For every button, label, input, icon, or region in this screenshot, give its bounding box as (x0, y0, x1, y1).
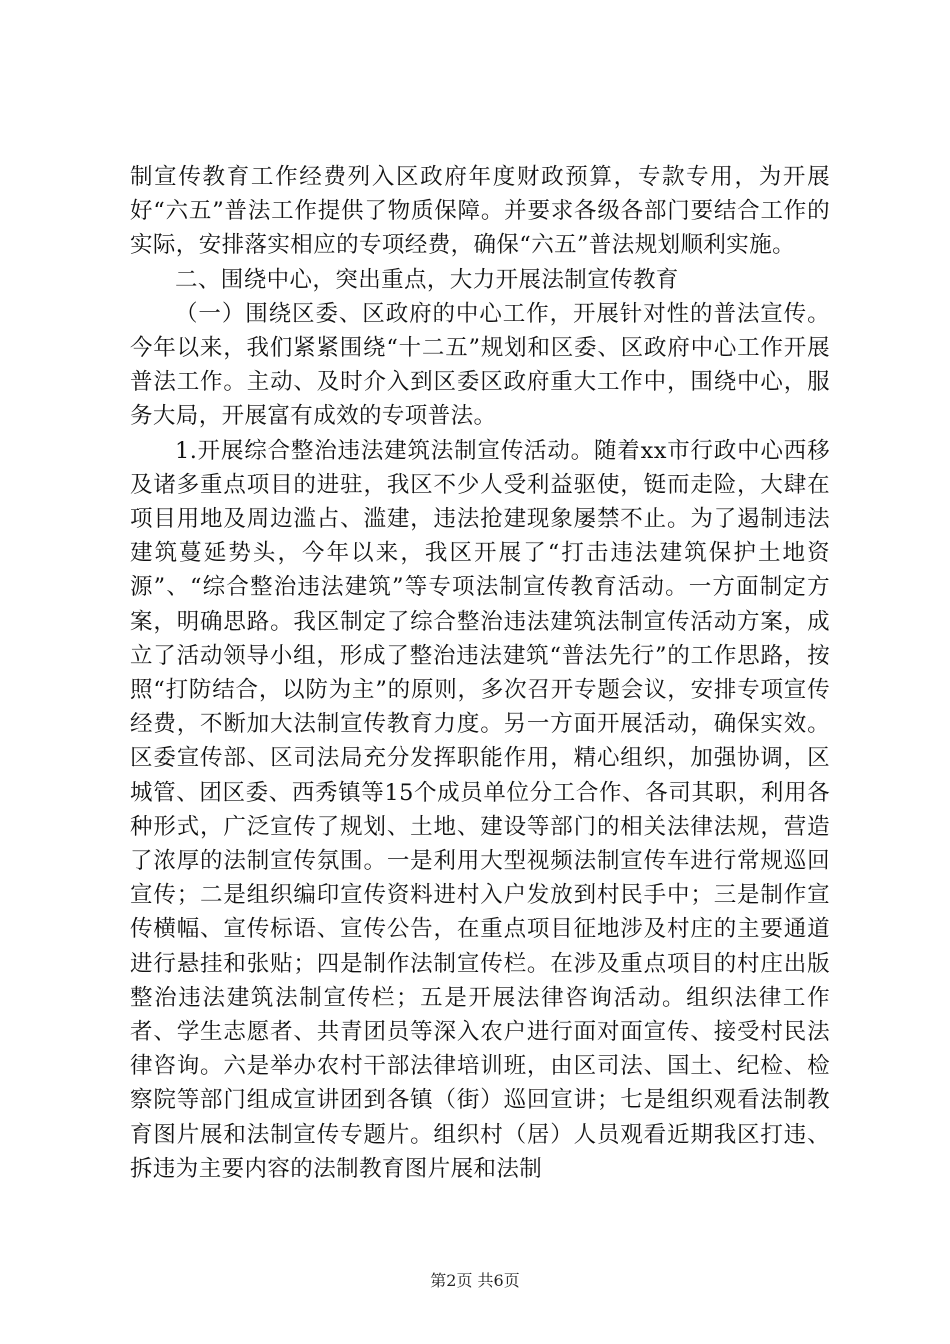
page-number-footer: 第2页 共6页 (430, 1271, 520, 1290)
section-heading: 二、围绕中心，突出重点，大力开展法制宣传教育 (175, 266, 679, 293)
subsection-paragraph: （一）围绕区委、区政府的中心工作，开展针对性的普法宣传。今年以来，我们紧紧围绕“十二五”规划和区委、区政府中心工作开展普法工作。主动、及时介入到区委区政府重大工作中，围绕中心，服务大局，开展富有成效的专项普法。 (130, 300, 830, 430)
document-body (130, 160, 830, 1186)
body-paragraph: 1.开展综合整治违法建筑法制宣传活动。随着xx市行政中心西移及诸多重点项目的进驻，我区不少人受利益驱使，铤而走险，大肆在项目用地及周边滥占、滥建，违法抢建现象屡禁不止。为了遏制违法建筑蔓延势头，今年以来，我区开展了“打击违法建筑保护土地资源”、“综合整治违法建筑”等专项法制宣传教育活动。一方面制定方案，明确思路。我区制定了综合整治违法建筑法制宣传活动方案，成立了活动领导小组，形成了整治违法建筑“普法先行”的工作思路，按照“打防结合，以防为主”的原则，多次召开专题会议，安排专项宣传经费，不断加大法制宣传教育力度。另一方面开展活动，确保实效。区委宣传部、区司法局充分发挥职能作用，精心组织，加强协调，区城管、团区委、西秀镇等15个成员单位分工合作、各司其职，利用各种形式，广泛宣传了规划、土地、建设等部门的相关法律法规，营造了浓厚的法制宣传氛围。一是利用大型视频法制宣传车进行常规巡回宣传；二是组织编印宣传资料进村入户发放到村民手中；三是制作宣传横幅、宣传标语、宣传公告，在重点项目征地涉及村庄的主要通道进行悬挂和张贴；四是制作法制宣传栏。在涉及重点项目的村庄出版整治违法建筑法制宣传栏；五是开展法律咨询活动。组织法律工作者、学生志愿者、共青团员等深入农户进行面对面宣传、接受村民法律咨询。六是举办农村干部法律培训班，由区司法、国土、纪检、检察院等部门组成宣讲团到各镇（街）巡回宣讲；七是组织观看法制教育图片展和法制宣传专题片。组织村（居）人员观看近期我区打违、拆违为主要内容的法制教育图片展和法制 (130, 437, 830, 1182)
paragraph-continuation: 制宣传教育工作经费列入区政府年度财政预算，专款专用，为开展好“六五”普法工作提供了物质保障。并要求各级各部门要结合工作的实际，安排落实相应的专项经费，确保“六五”普法规划顺利实施。 (130, 164, 830, 259)
